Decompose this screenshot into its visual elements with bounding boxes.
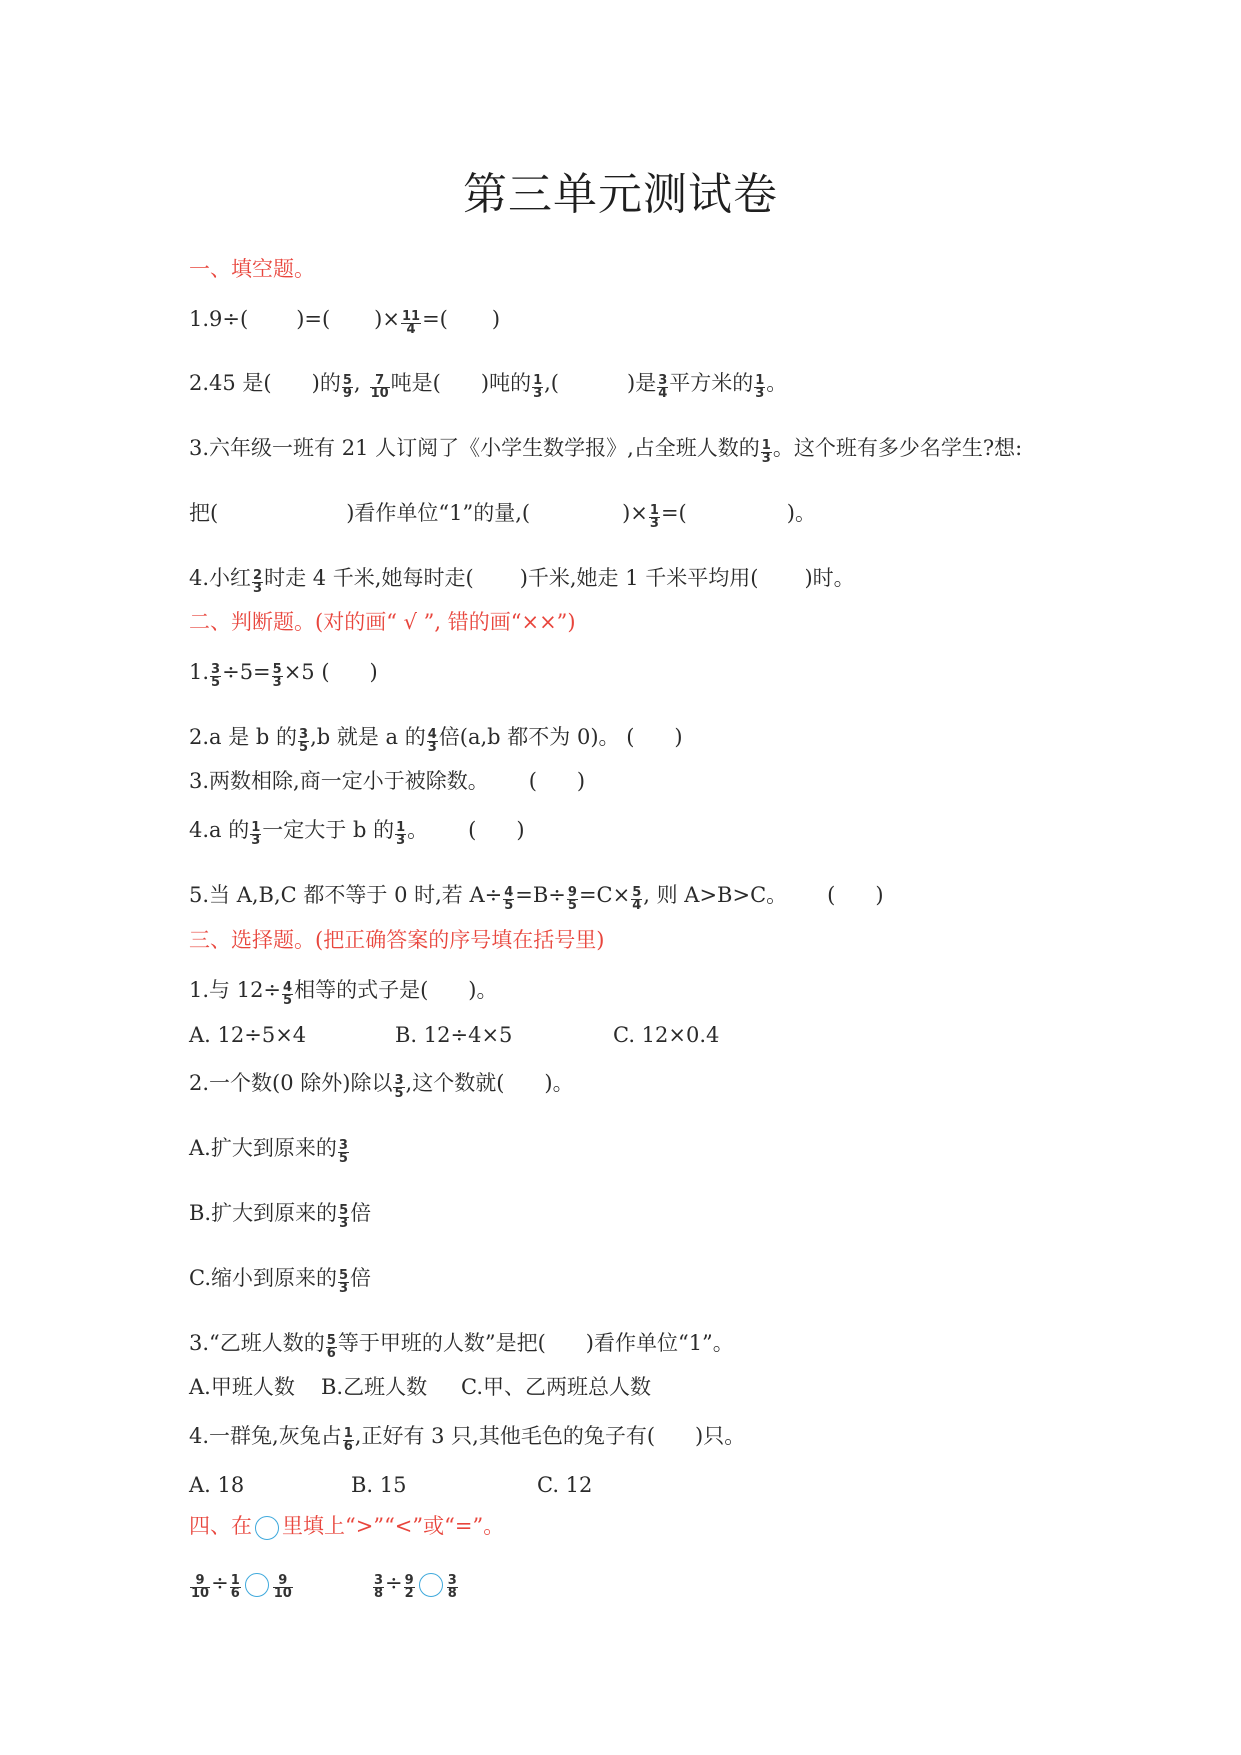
fraction: $\frac{7}{10}$ <box>370 372 389 401</box>
page-title: 第三单元测试卷 <box>463 169 778 220</box>
section-4-heading: 四、在 里填上“>”“<”或“=”。 <box>189 1514 505 1538</box>
fraction: $\frac{4}{5}$ <box>504 884 514 913</box>
fraction: $\frac{1}{3}$ <box>396 819 406 848</box>
fraction: $\frac{1}{3}$ <box>761 437 771 466</box>
option-a: A. 12÷5×4 <box>189 1023 307 1047</box>
s1-q3-answer-line: 把( )看作单位“1”的量,( )× $\frac{1}{3}$ =( )。 <box>189 501 816 531</box>
s3-q1-options <box>189 1020 719 1050</box>
section-1-heading: 一、填空题。 <box>189 257 315 281</box>
section-3-heading: 三、选择题。(把正确答案的序号填在括号里) <box>189 928 605 952</box>
fraction: $\frac{5}{4}$ <box>632 884 642 913</box>
answer-circle[interactable] <box>419 1573 443 1597</box>
option-b: B.乙班人数 <box>321 1375 428 1399</box>
fraction: $\frac{5}{3}$ <box>339 1267 349 1296</box>
fraction: $\frac{1}{6}$ <box>230 1572 240 1601</box>
fraction: $\frac{3}{5}$ <box>394 1072 404 1101</box>
fraction: $\frac{2}{3}$ <box>253 567 263 596</box>
s3-q2-option-a: A.扩大到原来的 $\frac{3}{5}$ <box>189 1136 348 1166</box>
s3-q2-option-b: B.扩大到原来的 $\frac{5}{3}$ 倍 <box>189 1201 372 1231</box>
option-a: A. 18 <box>189 1473 245 1497</box>
fraction: $\frac{9}{5}$ <box>567 884 577 913</box>
option-c: C. 12 <box>537 1473 593 1497</box>
option-b: B. 12÷4×5 <box>395 1023 513 1047</box>
option-b: B. 15 <box>351 1473 407 1497</box>
fraction: $\frac{5}{3}$ <box>339 1202 349 1231</box>
fraction: $\frac{3}{8}$ <box>374 1572 384 1601</box>
fraction: $\frac{3}{5}$ <box>211 661 221 690</box>
s1-q2: 2.45 是( )的 $\frac{5}{9}$ , $\frac{7}{10}$ 吨是( )吨的 $\frac{1}{3}$ ,( )是 $\frac{3}{4}$ 平方米的 $\frac{1}{3}$ 。 <box>189 371 788 401</box>
s2-q5: 5.当 A,B,C 都不等于 0 时,若 A÷ $\frac{4}{5}$ =B÷ $\frac{9}{5}$ =C× $\frac{5}{4}$ , 则 A>B>C。 ( ) <box>189 883 884 913</box>
s3-q2-option-c: C.缩小到原来的 $\frac{5}{3}$ 倍 <box>189 1266 372 1296</box>
s1-q4: 4.小红 $\frac{2}{3}$ 时走 4 千米,她每时走( )千米,她走 1 千米平均用( )时。 <box>189 566 855 596</box>
s2-q2: 2.a 是 b 的 $\frac{3}{5}$ ,b 就是 a 的 $\frac{4}{3}$ 倍(a,b 都不为 0)。 ( ) <box>189 725 683 755</box>
s1-q3: 3.六年级一班有 21 人订阅了《小学生数学报》,占全班人数的 $\frac{1}{3}$ 。这个班有多少名学生?想: <box>189 436 1023 466</box>
s4-exercise-2: $\frac{3}{8}$ ÷ $\frac{9}{2}$ $\frac{3}{8}$ <box>374 1571 457 1601</box>
fraction: $\frac{11}{4}$ <box>401 308 421 337</box>
option-c: C. 12×0.4 <box>613 1023 720 1047</box>
fraction: $\frac{3}{4}$ <box>658 372 668 401</box>
s2-q4: 4.a 的 $\frac{1}{3}$ 一定大于 b 的 $\frac{1}{3}$ 。 ( ) <box>189 818 525 848</box>
s4-exercise-1: $\frac{9}{10}$ ÷ $\frac{1}{6}$ $\frac{9}{10}$ <box>191 1571 292 1601</box>
s3-q4: 4.一群兔,灰兔占 $\frac{1}{6}$ ,正好有 3 只,其他毛色的兔子有( )只。 <box>189 1424 746 1454</box>
option-a: A.甲班人数 <box>189 1375 295 1399</box>
answer-circle[interactable] <box>245 1573 269 1597</box>
option-c: C.甲、乙两班总人数 <box>461 1375 651 1399</box>
fraction: $\frac{3}{5}$ <box>338 1137 348 1166</box>
fraction: $\frac{9}{2}$ <box>404 1572 414 1601</box>
compare-circle-icon <box>255 1516 279 1540</box>
fraction: $\frac{9}{10}$ <box>273 1572 292 1601</box>
s3-q2: 2.一个数(0 除外)除以 $\frac{3}{5}$ ,这个数就( )。 <box>189 1071 574 1101</box>
fraction: $\frac{1}{3}$ <box>251 819 261 848</box>
s2-q1: 1. $\frac{3}{5}$ ÷5= $\frac{5}{3}$ ×5 ( ) <box>189 660 378 690</box>
s3-q3: 3.“乙班人数的 $\frac{5}{6}$ 等于甲班的人数”是把( )看作单位“1”。 <box>189 1331 734 1361</box>
fraction: $\frac{9}{10}$ <box>191 1572 210 1601</box>
fraction: $\frac{5}{6}$ <box>326 1332 336 1361</box>
s3-q4-options <box>189 1470 592 1500</box>
fraction: $\frac{3}{8}$ <box>447 1572 457 1601</box>
fraction: $\frac{4}{5}$ <box>283 979 293 1008</box>
fraction: $\frac{5}{3}$ <box>272 661 282 690</box>
s3-q1: 1.与 12÷ $\frac{4}{5}$ 相等的式子是( )。 <box>189 978 498 1008</box>
fraction: $\frac{1}{3}$ <box>533 372 543 401</box>
fraction: $\frac{1}{6}$ <box>343 1425 353 1454</box>
s1-q1: 1.9÷( )=( )× $\frac{11}{4}$ =( ) <box>189 307 501 337</box>
s2-q3: 3.两数相除,商一定小于被除数。 ( ) <box>189 769 586 793</box>
fraction: $\frac{3}{5}$ <box>299 726 309 755</box>
fraction: $\frac{1}{3}$ <box>649 502 659 531</box>
fraction: $\frac{1}{3}$ <box>755 372 765 401</box>
s3-q3-options <box>189 1372 651 1402</box>
section-2-heading: 二、判断题。(对的画“ √ ”, 错的画“××”) <box>189 610 576 634</box>
fraction: $\frac{5}{9}$ <box>342 372 352 401</box>
fraction: $\frac{4}{3}$ <box>427 726 437 755</box>
